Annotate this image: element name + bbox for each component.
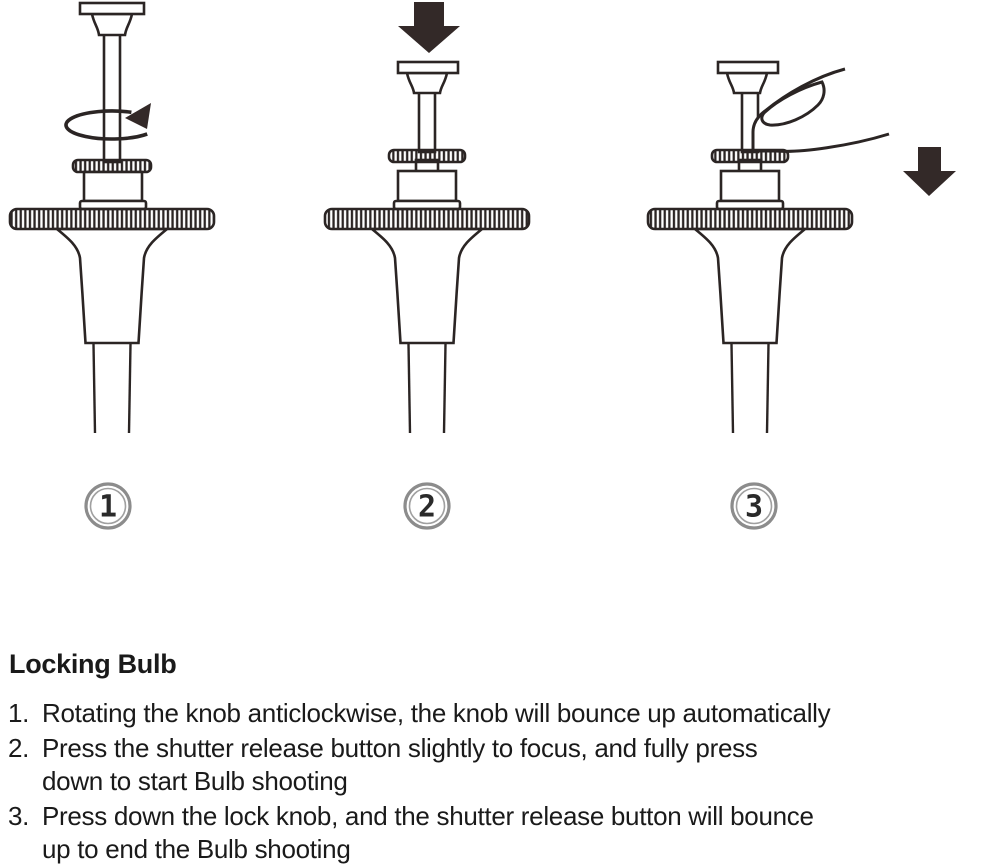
button-cap: [398, 62, 458, 73]
item-number: 1.: [8, 698, 30, 728]
knurled-disc: [10, 209, 214, 229]
press-down-arrow-right: [903, 147, 956, 196]
item-number: 2.: [8, 733, 30, 763]
cable-line-left: [94, 344, 96, 433]
item-text-line: down to start Bulb shooting: [42, 766, 348, 796]
lock-knob: [73, 160, 151, 172]
button-neck: [92, 14, 132, 35]
button-cap: [718, 62, 778, 73]
list-item: [8, 800, 993, 866]
item-number: 3.: [8, 801, 30, 831]
figure-step-2: [325, 2, 529, 528]
press-down-arrow: [398, 2, 460, 53]
lock-knob: [389, 150, 465, 162]
button-neck: [727, 73, 767, 93]
taper-body: [57, 229, 167, 343]
step-number-2: 2: [417, 489, 437, 525]
list-item: [8, 732, 993, 798]
cable-line-right: [444, 344, 446, 433]
cable-line-left: [409, 344, 411, 433]
section-title: Locking Bulb: [9, 649, 177, 679]
knurled-disc: [648, 209, 852, 229]
step-number-3: 3: [744, 489, 764, 525]
rotate-arrowhead: [125, 103, 151, 129]
taper-body: [695, 229, 805, 343]
cable-line-right: [129, 344, 131, 433]
list-item: [8, 697, 993, 730]
button-cap: [80, 3, 144, 14]
barrel: [721, 171, 779, 201]
item-text-line: Press the shutter release button slightly to focus, and fully press: [42, 733, 758, 763]
item-text-line: Press down the lock knob, and the shutter release button will bounce: [42, 801, 814, 831]
item-text-line: up to end the Bulb shooting: [42, 834, 351, 864]
plunger-stem: [104, 30, 120, 162]
cable-line-right: [767, 344, 769, 433]
cable-line-left: [732, 344, 734, 433]
figure-step-1: [10, 3, 214, 528]
figure-step-3: [648, 62, 956, 528]
step-number-1: 1: [98, 489, 118, 525]
barrel: [398, 171, 456, 201]
plunger-stem: [419, 90, 435, 152]
barrel: [84, 172, 142, 201]
instruction-list: [8, 697, 993, 868]
button-neck: [407, 73, 447, 93]
lock-knob: [712, 150, 788, 162]
item-text-line: Rotating the knob anticlockwise, the knob will bounce up automatically: [42, 698, 831, 728]
knurled-disc: [325, 209, 529, 229]
taper-body: [372, 229, 482, 343]
